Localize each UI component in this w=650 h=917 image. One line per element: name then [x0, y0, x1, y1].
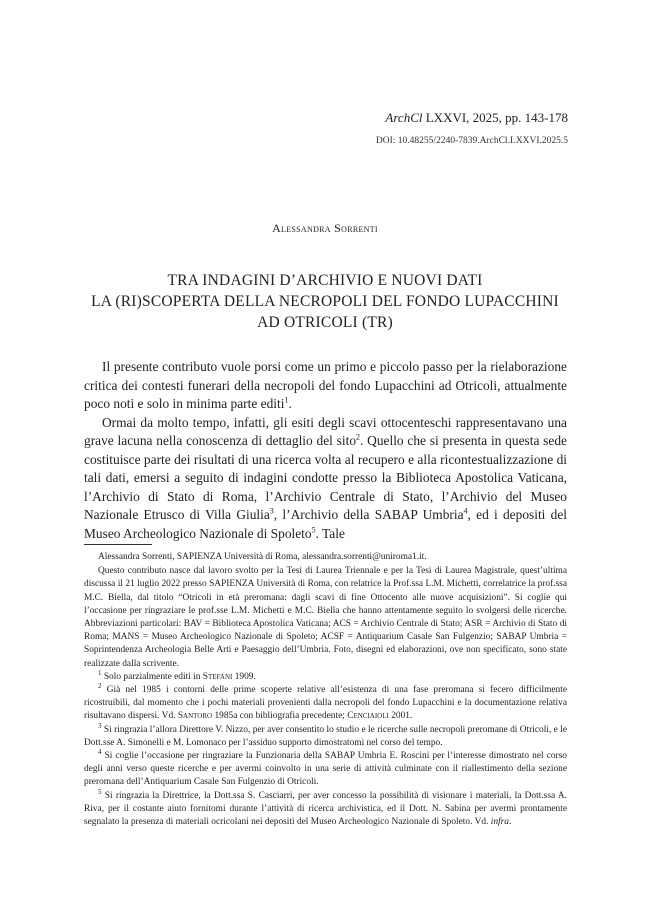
- footnote-intro: Questo contributo nasce dal lavoro svolto per la Tesi di Laurea Triennale e per la Tesi di Laurea Magistrale, quest’ultima discussa il 21 luglio 2022 presso SAPIENZA Università di Roma, con relatrice la Prof.ssa L.M. Michetti, correlatrice la prof.ssa M.C. Biella, dal titolo “Otricoli in età preromana: dagli scavi di fine Ottocento alle nuove acquisizioni”. Si coglie qui l’occasione per ringraziare le prof.sse L.M. Michetti e M.C. Biella che hanno attentamente seguito lo svolgersi delle ricerche. Abbreviazioni particolari: BAV = Biblioteca Apostolica Vaticana; ACS = Archivio Centrale di Stato; ASR = Archivio di Stato di Roma; MANS = Museo Archeologico Nazionale di Spoleto; ACSF = Antiquarium Casale San Fulgenzio; SABAP Umbria = Soprintendenza Archeologia Belle Arti e Paesaggio dell’Umbria. Foto, disegni ed elaborazioni, ove non specificato, sono state realizzate dalla scrivente.: [84, 566, 567, 669]
- footnote-2-text-b: 1985a con bibliografia precedente;: [212, 711, 348, 722]
- footnote-5-number: 5: [98, 787, 102, 796]
- doi: DOI: 10.48255/2240-7839.ArchCl.LXXVI.2025.5: [375, 136, 568, 146]
- footnote-5: [84, 787, 567, 830]
- footnote-2-number: 2: [98, 681, 102, 690]
- footnote-3: [84, 721, 567, 750]
- paragraph-1: [84, 358, 567, 414]
- footnote-1: [84, 668, 567, 684]
- paragraph-1-end: .: [288, 396, 292, 411]
- body-text: [84, 358, 567, 543]
- footnote-5-text-b: .: [508, 817, 512, 828]
- footnote-1-text-a: Solo parzialmente editi in: [101, 671, 203, 682]
- title-line-3: AD OTRICOLI (TR): [257, 314, 393, 331]
- journal-volume-pages: LXXVI, 2025, pp. 143-178: [422, 110, 568, 125]
- article-title: [80, 270, 570, 333]
- footnote-3-number: 3: [98, 721, 102, 730]
- footnotes: [84, 551, 567, 829]
- author-name: Alessandra Sorrenti: [272, 221, 378, 235]
- footnote-2-author-2: Cenciaioli: [347, 711, 389, 722]
- journal-reference: [385, 110, 568, 126]
- paragraph-2-text-e: . Tale: [315, 525, 345, 541]
- footnote-ref-1: 1: [284, 395, 289, 405]
- footnote-2-author-1: Santoro: [177, 711, 213, 722]
- title-line-1: TRA INDAGINI D’ARCHIVIO E NUOVI DATI: [167, 272, 483, 289]
- footnote-4-number: 4: [98, 747, 102, 756]
- paragraph-2-text-b: . Quello che si presenta in questa sede costituisce parte dei risultati di una ricerca volta al recupero e alla ricontestualizzazione di tali dati, emersi a seguito di indagini condotte presso la Biblioteca Apostolica Vaticana, l’Archivio di Stato di Roma, l’Archivio Centrale di Stato, l’Archivio del Museo Nazionale Etrusco di Villa Giulia: [84, 433, 567, 522]
- paragraph-2-text-c: , l’Archivio della SABAP Umbria: [273, 507, 464, 522]
- title-line-2: LA (RI)SCOPERTA DELLA NECROPOLI DEL FONDO LUPACCHINI: [91, 293, 559, 310]
- footnote-ref-3: 3: [269, 506, 274, 516]
- paragraph-2: [84, 414, 567, 544]
- footnote-3-text: Si ringrazia l’allora Direttore V. Nizzo, per aver consentito lo studio e le ricerche sulle necropoli preromane di Otricoli, e le Dott.sse A. Simonelli e M. Lomonaco per l’assiduo supporto dimostratomi nel corso del tempo.: [84, 724, 567, 748]
- journal-abbreviation: ArchCl: [385, 110, 423, 125]
- footnote-affiliation: Alessandra Sorrenti, SAPIENZA Università di Roma, alessandra.sorrenti@uniroma1.it.: [98, 552, 427, 562]
- footnote-1-number: 1: [98, 668, 102, 677]
- footnote-2: [84, 681, 567, 724]
- paragraph-1-text: Il presente contributo vuole porsi come un primo e piccolo passo per la rielaborazione critica dei contesti funerari della necropoli del fondo Lupacchini ad Otricoli, attualmente poco noti e solo in minima parte editi: [84, 359, 567, 411]
- footnote-5-text-a: Si ringrazia la Direttrice, la Dott.ssa S. Casciarri, per aver concesso la possibilità di visionare i materiali, la Dott.ssa A. Riva, per il costante aiuto fornitomi durante l’attività di ricerca archivistica, ed il Dott. N. Sabina per avermi prontamente segnalato la presenza di materiali ocricolani nei depositi del Museo Archeologico Nazionale di Spoleto. Vd.: [84, 790, 567, 828]
- footnote-ref-2: 2: [356, 432, 361, 442]
- paragraph-2-text-d: , ed i depositi del Museo Archeologico Nazionale di Spoleto: [84, 507, 567, 541]
- footnote-ref-5: 5: [311, 525, 316, 535]
- footnote-1-text-b: 1909.: [232, 671, 256, 682]
- footnote-5-italic: infra: [490, 817, 509, 828]
- footnote-4-text: Si coglie l’occasione per ringraziare la Funzionaria della SABAP Umbria E. Roscini per l’interesse dimostrato nel corso degli anni verso queste ricerche e per avermi coinvolto in una serie di attività culminate con il riallestimento della sezione preromana dell’Antiquarium Casale San Fulgenzio di Otricoli.: [84, 751, 567, 788]
- footnote-separator: [84, 544, 152, 545]
- footnote-4: [84, 747, 567, 790]
- paragraph-2-text-a: Ormai da molto tempo, infatti, gli esiti degli scavi ottocenteschi rappresentavano una grave lacuna nella conoscenza di dettaglio del sito: [84, 414, 567, 448]
- footnote-2-text-a: Già nel 1985 i contorni delle prime scoperte relative all’esistenza di una fase preromana si fecero difficilmente ricostruibili, dal momento che i pochi materiali provenienti dalla necropoli del fondo Lupacchini e la documentazione relativa risultavano dispersi. Vd.: [84, 685, 567, 722]
- footnote-2-text-c: 2001.: [388, 711, 413, 722]
- footnote-ref-4: 4: [463, 506, 468, 516]
- footnote-1-author: Stefani: [202, 671, 233, 682]
